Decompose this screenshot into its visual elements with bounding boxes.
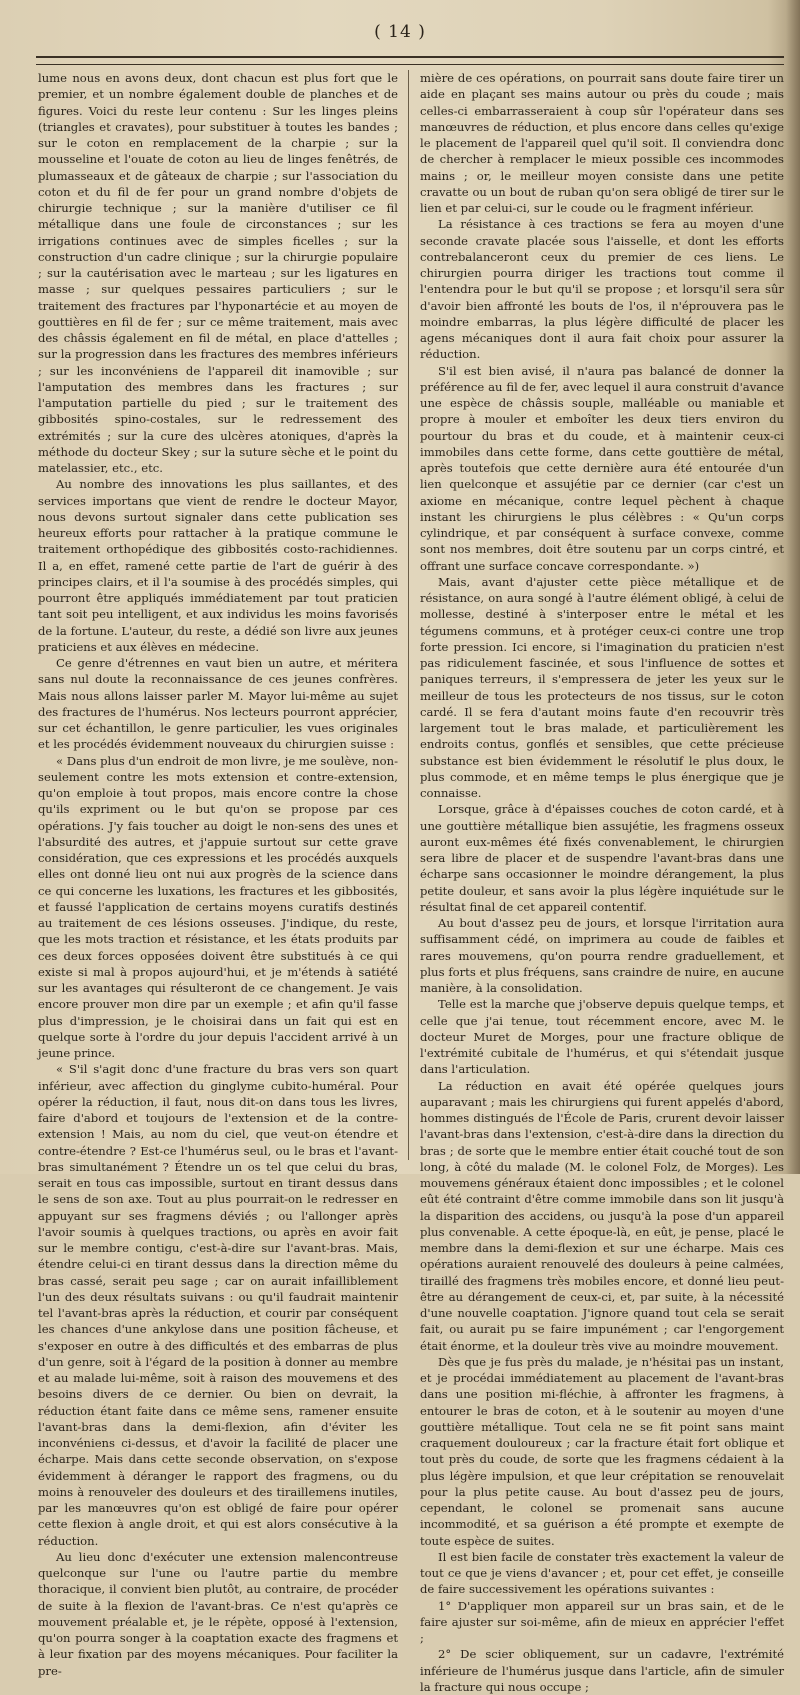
paragraph: Mais, avant d'ajuster cette pièce métallique et de résistance, on aura songé à l'autre élément obligé, à celui de mollesse, destiné à s'interposer entre le métal et les tégumens communs, et à protéger ceux-ci contre une trop forte pression. Ici encore, si l'imagination du praticien n'est pas ridiculement fascinée, et sous l'influence de sottes et paniques terreurs, il s'empressera de jeter les yeux sur le meilleur de tous les protecteurs de nos tissus, sur le coton cardé. Il se fera d'autant moins faute d'en recouvrir très largement tout le bras malade, et particulièrement les endroits contus, gonflés et sensibles, que cette précieuse substance est bien évidemment le résolutif le plus doux, le plus commode, et en même temps le plus énergique que je connaisse. xyxy=(420,574,784,800)
paragraph: Dès que je fus près du malade, je n'hésitai pas un instant, et je procédai immédiatement au placement de l'avant-bras dans une position mi-fléchie, à affronter les fragmens, à entourer le bras de coton, et à le soutenir au moyen d'une gouttière métallique. Tout cela ne se fit point sans maint craquement douloureux ; car la fracture était fort oblique et tout près du coude, de sorte que les fragmens cédaient à la plus légère impulsion, et que leur crépitation se renouvelait pour la plus petite cause. Au bout d'assez peu de jours, cependant, le colonel se promenait sans aucune incommodité, et sa guérison a été prompte et exempte de toute espèce de suites. xyxy=(420,1354,784,1548)
header-rule xyxy=(36,56,784,65)
paragraph: La réduction en avait été opérée quelques jours auparavant ; mais les chirurgiens qui furent appelés d'abord, hommes distingués de l'École de Paris, crurent devoir laisser l'avant-bras dans l'extension, c'est-à-dire dans la direction du bras ; de sorte que le membre entier était couché tout de son long, à côté du malade (M. le colonel Folz, de Morges). Les mouvemens généraux étaient donc impossibles ; et le colonel eût été contraint d'être comme immobile dans son lit jusqu'à la disparition des accidens, ou jusqu'à la pose d'un appareil plus convenable. A cette époque-là, en eût, je pense, placé le membre dans la demi-flexion et sur une écharpe. Mais ces opérations auraient renouvelé des douleurs à peine calmées, tiraillé des fragmens très mobiles encore, et donné lieu peut-être au dérangement de ceux-ci, et, par suite, à la nécessité d'une nouvelle coaptation. J'ignore quand tout cela se serait fait, ou aurait pu se faire impunément ; car l'engorgement était énorme, et la douleur très vive au moindre mouvement. xyxy=(420,1078,784,1353)
paragraph: « S'il s'agit donc d'une fracture du bras vers son quart inférieur, avec affection du ginglyme cubito-huméral. Pour opérer la réduction, il faut, nous dit-on dans tous les livres, faire d'abord et toujours de l'extension et de la contre-extension ! Mais, au nom du ciel, que veut-on étendre et contre-étendre ? Est-ce l'humérus seul, ou le bras et l'avant-bras simultanément ? Étendre un os tel que celui du bras, serait en tous cas impossible, surtout en tirant dessus dans le sens de son axe. Tout au plus pourrait-on le redresser en appuyant sur ses fragmens déviés ; ou l'allonger après l'avoir soumis à quelques tractions, ou après en avoir fait sur le membre contigu, c'est-à-dire sur l'avant-bras. Mais, étendre celui-ci en tirant dessus dans la direction même du bras cassé, serait peu sage ; car on aurait infailliblement l'un des deux résultats suivans : ou qu'il faudrait maintenir tel l'avant-bras après la réduction, et courir par conséquent les chances d'une ankylose dans une position fâcheuse, et s'exposer en outre à des difficultés et des embarras de plus d'un genre, soit à l'égard de la position à donner au membre et au malade lui-même, soit à raison des mouvemens et des besoins divers de ce dernier. Ou bien on devrait, la réduction étant faite dans ce même sens, ramener ensuite l'avant-bras dans la demi-flexion, afin d'éviter les inconvéniens ci-dessus, et d'avoir la facilité de placer une écharpe. Mais dans cette seconde observation, on s'expose évidemment à déranger le rapport des fragmens, ou du moins à renouveler des douleurs et des tiraillemens inutiles, par les manœuvres qu'on est obligé de faire pour opérer cette flexion à angle droit, et qui est alors consécutive à la réduction. xyxy=(38,1062,398,1548)
column-divider xyxy=(408,70,409,1160)
page-edge-shadow xyxy=(786,0,800,1174)
paragraph: Il est bien facile de constater très exactement la valeur de tout ce que je viens d'avancer ; et, pour cet effet, je conseille de faire successivement les opérations suivantes : xyxy=(420,1549,784,1597)
right-column xyxy=(420,70,784,1694)
paragraph: 2° De scier obliquement, sur un cadavre, l'extrémité inférieure de l'humérus jusque dans l'article, afin de simuler la fracture qui nous occupe ; xyxy=(420,1647,784,1694)
paragraph: 1° D'appliquer mon appareil sur un bras sain, et de le faire ajuster sur soi-même, afin de mieux en apprécier l'effet ; xyxy=(420,1598,784,1645)
paragraph: « Dans plus d'un endroit de mon livre, je me soulève, non-seulement contre les mots extension et contre-extension, qu'on emploie à tout propos, mais encore contre la chose qu'ils expriment ou le but qu'on se propose par ces opérations. J'y fais toucher au doigt le non-sens des unes et l'absurdité des autres, et j'appuie surtout sur cette grave considération, que ces expressions et les procédés auxquels elles ont donné lieu ont nui aux progrès de la science dans ce qui concerne les luxations, les fractures et les gibbosités, et faussé l'application de certains moyens curatifs destinés au traitement de ces lésions osseuses. J'indique, du reste, que les mots traction et résistance, et les états produits par ces deux forces opposées doivent être substitués à ce qui existe si mal à propos aujourd'hui, et je m'étends à satiété sur les avantages qui résulteront de ce changement. Je vais encore prouver mon dire par un exemple ; et afin qu'il fasse plus d'impression, je le choisirai dans un fait qui est en quelque sorte à l'ordre du jour depuis l'accident arrivé à un jeune prince. xyxy=(38,753,398,1060)
paragraph: lume nous en avons deux, dont chacun est plus fort que le premier, et un nombre également double de planches et de figures. Voici du reste leur contenu : Sur les linges pleins (triangles et cravates), pour substituer à toutes les bandes ; sur le coton en remplacement de la charpie ; sur la mousseline et l'ouate de coton au lieu de linges fenêtrés, de plumasseaux et de gâteaux de charpie ; sur l'association du coton et du fil de fer pour un grand nombre d'objets de chirurgie technique ; sur la manière d'utiliser ce fil métallique dans une foule de circonstances ; sur les irrigations continues avec de simples ficelles ; sur la construction d'un cadre clinique ; sur la chirurgie populaire ; sur la cautérisation avec le marteau ; sur les ligatures en masse ; sur quelques pessaires particuliers ; sur le traitement des fractures par l'hyponartécie et au moyen de gouttières en fil de fer ; sur ce même traitement, mais avec des châssis également en fil de métal, en place d'attelles ; sur la progression dans les fractures des membres inférieurs ; sur les inconvéniens de l'appareil dit inamovible ; sur l'amputation des membres dans les fractures ; sur l'amputation partielle du pied ; sur le traitement des gibbosités spino-costales, sur le redressement des extrémités ; sur la cure des ulcères atoniques, d'après la méthode du docteur Skey ; sur la suture sèche et le point du matelassier, etc., etc. xyxy=(38,71,398,475)
paragraph: Telle est la marche que j'observe depuis quelque temps, et celle que j'ai tenue, tout récemment encore, avec M. le docteur Muret de Morges, pour une fracture oblique de l'extrémité cubitale de l'humérus, et qui s'étendait jusque dans l'articulation. xyxy=(420,997,784,1077)
paragraph: Ce genre d'étrennes en vaut bien un autre, et méritera sans nul doute la reconnaissance de ces jeunes confrères. Mais nous allons laisser parler M. Mayor lui-même au sujet des fractures de l'humérus. Nos lecteurs pourront apprécier, sur cet échantillon, le genre particulier, les vues originales et les procédés évidemment nouveaux du chirurgien suisse : xyxy=(38,656,398,752)
paragraph: mière de ces opérations, on pourrait sans doute faire tirer un aide en plaçant ses mains autour ou près du coude ; mais celles-ci embarrasseraient à coup sûr l'opérateur dans ses manœuvres de réduction, et plus encore dans celles qu'exige le placement de l'appareil quel qu'il soit. Il conviendra donc de chercher à remplacer le mieux possible ces incommodes mains ; or, le meilleur moyen consiste dans une petite cravatte ou un bout de ruban qu'on sera obligé de tirer sur le lien et par celui-ci, sur le coude ou le fragment inférieur. xyxy=(420,71,784,215)
paragraph: La résistance à ces tractions se fera au moyen d'une seconde cravate placée sous l'aisselle, et dont les efforts contrebalanceront ceux du premier de ces liens. Le chirurgien pourra diriger les tractions tout comme il l'entendra pour le but qu'il se propose ; et lorsqu'il sera sûr d'avoir bien affronté les bouts de l'os, il n'éprouvera pas le moindre embarras, la plus légère difficulté de placer les agens mécaniques dont il aura fait choix pour assurer la réduction. xyxy=(420,217,784,362)
paragraph: Au bout d'assez peu de jours, et lorsque l'irritation aura suffisamment cédé, on imprimera au coude de faibles et rares mouvemens, qu'on pourra rendre graduellement, et plus forts et plus fréquens, sans craindre de nuire, en aucune manière, à la consolidation. xyxy=(420,916,784,995)
paragraph: Au lieu donc d'exécuter une extension malencontreuse quelconque sur l'une ou l'autre partie du membre thoracique, il convient bien plutôt, au contraire, de procéder de suite à la flexion de l'avant-bras. Ce n'est qu'après ce mouvement préalable et, je le répète, opposé à l'extension, qu'on pourra songer à la coaptation exacte des fragmens et à leur fixation par des moyens mécaniques. Pour faciliter la pre- xyxy=(38,1549,398,1678)
paragraph: S'il est bien avisé, il n'aura pas balancé de donner la préférence au fil de fer, avec lequel il aura construit d'avance une espèce de châssis souple, malléable ou maniable et propre à mouler et emboîter les deux tiers environ du pourtour du bras et du coude, et à maintenir ceux-ci immobiles dans cette forme, dans cette gouttière de métal, après toutefois que cette dernière aura été entourée d'un lien quelconque et assujétie par ce dernier (car c'est un axiome en mécanique, contre lequel pèchent à chaque instant les chirurgiens le plus célèbres : « Qu'un corps cylindrique, et par conséquent à surface convexe, comme sont nos membres, doit être soutenu par un corps cintré, et offrant une surface concave correspondante. ») xyxy=(420,363,784,573)
page-number: ( 14 ) xyxy=(374,22,426,42)
left-column xyxy=(38,70,398,1678)
paragraph: Lorsque, grâce à d'épaisses couches de coton cardé, et à une gouttière métallique bien assujétie, les fragmens osseux auront eux-mêmes été fixés convenablement, le chirurgien sera libre de placer et de suspendre l'avant-bras dans une écharpe sans occasionner le moindre dérangement, la plus petite douleur, et sans avoir la plus légère inquiétude sur le résultat final de cet appareil contentif. xyxy=(420,802,784,914)
paragraph: Au nombre des innovations les plus saillantes, et des services importans que vient de rendre le docteur Mayor, nous devons surtout signaler dans cette publication ses heureux efforts pour rattacher à la pratique commune le traitement orthopédique des gibbosités costo-rachidiennes. Il a, en effet, ramené cette partie de l'art de guérir à des principes clairs, et il l'a soumise à des procédés simples, qui pourront être appliqués immédiatement par tout praticien tant soit peu intelligent, et aux individus les moins favorisés de la fortune. L'auteur, du reste, a dédié son livre aux jeunes praticiens et aux élèves en médecine. xyxy=(38,477,398,654)
